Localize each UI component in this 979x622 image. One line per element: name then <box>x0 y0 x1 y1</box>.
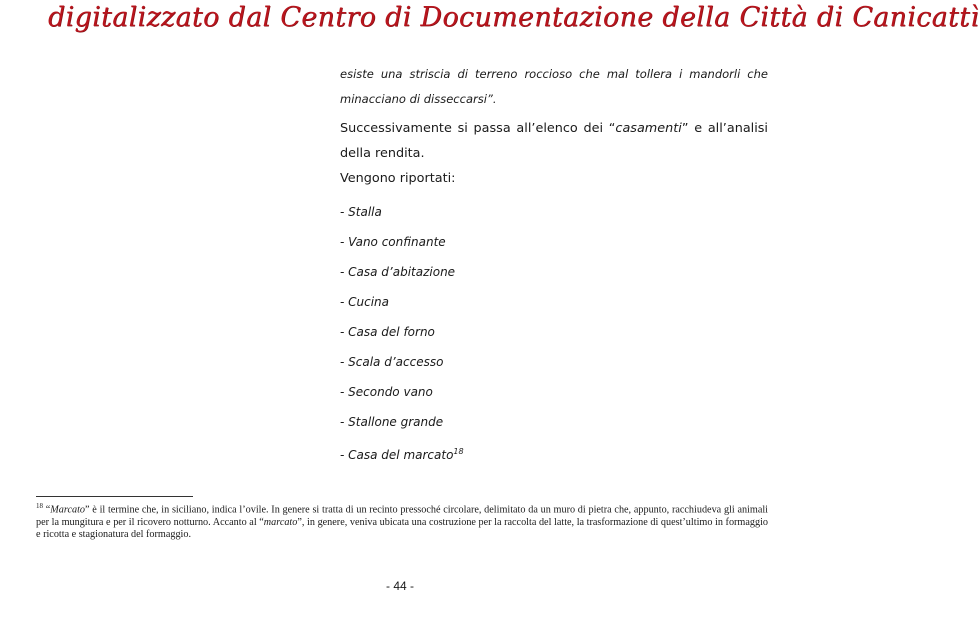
quote-paragraph: esiste una striscia di terreno roccioso che mal tollera i mandorli che minacciano di disseccarsi”. <box>340 67 768 106</box>
para-text-end: ” e all’analisi della rendita. <box>340 121 768 161</box>
watermark-banner: digitalizzato dal Centro di Documentazione della Città di Canicattì <box>48 2 979 33</box>
list-item-text: - Casa del marcato <box>340 448 454 462</box>
footnote-text: ” è il termine che, in siciliano, indica l’ovile. In genere si tratta di un recinto pressoché circolare, delimitato da un muro di pietra che, appunto, racchiudeva gli animali per la mungitura e per il ricovero notturno. Accanto al “ <box>36 504 768 528</box>
para-text-start: Successivamente si passa all’elenco dei “ <box>340 121 616 136</box>
list-item: - Vano confinante <box>340 235 446 249</box>
footnote-text-2: ”, in genere, veniva ubicata una costruzione per la raccolta del latte, la trasformazione di quest’ultimo in formaggio e ricotta e stagionatura del formaggio. <box>36 516 768 541</box>
footnote-ref[interactable]: 18 <box>453 447 464 456</box>
list-item: - Scala d’accesso <box>340 355 444 369</box>
footnote-number: 18 <box>36 502 43 510</box>
list-item: - Stallone grande <box>340 415 444 429</box>
list-item: - Cucina <box>340 295 390 309</box>
body-paragraph-casamenti <box>340 116 768 166</box>
list-item: - Stalla <box>340 205 382 219</box>
footnote-divider <box>36 496 193 497</box>
footnote-open-quote: “ <box>45 504 51 516</box>
body-paragraph-intro-list: Vengono riportati: <box>340 171 456 186</box>
footnote-term: Marcato <box>50 504 86 516</box>
footnote <box>36 500 768 542</box>
list-item: - Casa d’abitazione <box>340 265 456 279</box>
list-item: - Casa del forno <box>340 325 435 339</box>
casamenti-list <box>340 203 464 473</box>
page-number: - 44 - <box>385 579 414 593</box>
footnote-term-2: marcato <box>263 516 298 528</box>
list-item-with-footnote <box>340 443 464 473</box>
casamenti-term: casamenti <box>615 121 682 136</box>
list-item: - Secondo vano <box>340 385 433 399</box>
